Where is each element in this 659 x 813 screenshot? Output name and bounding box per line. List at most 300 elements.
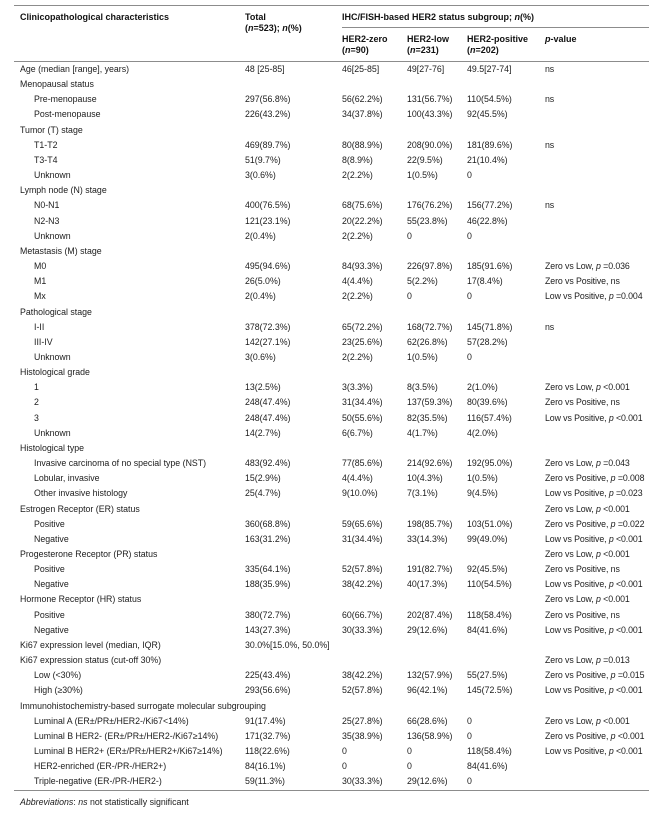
p-value: ns bbox=[545, 64, 555, 74]
her2-zero-value: 35(38.9%) bbox=[342, 730, 383, 741]
her2-positive-value: 0 bbox=[467, 776, 472, 787]
table-row bbox=[20, 395, 649, 410]
total-value: 25(4.7%) bbox=[245, 488, 281, 499]
her2-low-value: 33(14.3%) bbox=[407, 533, 448, 544]
table-row bbox=[20, 198, 649, 213]
her2-zero-value: 56(62.2%) bbox=[342, 94, 383, 105]
total-value: 335(64.1%) bbox=[245, 564, 291, 575]
table-row bbox=[20, 562, 649, 577]
her2-low-value bbox=[407, 441, 467, 456]
total-value: 91(17.4%) bbox=[245, 715, 286, 726]
her2-zero-value bbox=[342, 638, 407, 653]
row-label: Negative bbox=[34, 624, 69, 635]
her2-zero-value: 30(33.3%) bbox=[342, 624, 383, 635]
her2-zero-value: 9(10.0%) bbox=[342, 488, 378, 499]
table-row bbox=[20, 168, 649, 183]
table-row bbox=[20, 608, 649, 623]
p-value: ns bbox=[545, 321, 555, 332]
row-label: Luminal A (ER±/PR±/HER2-/Ki67<14%) bbox=[34, 715, 189, 726]
total-value: 26(5.0%) bbox=[245, 276, 281, 287]
p-value: Zero vs Positive, ns bbox=[545, 276, 620, 287]
p-value: Zero vs Low, p =0.043 bbox=[545, 458, 630, 469]
p-value: Zero vs Low, p =0.036 bbox=[545, 261, 630, 272]
her2-low-value: 7(3.1%) bbox=[407, 488, 438, 499]
her2-zero-value: 50(55.6%) bbox=[342, 412, 383, 423]
her2-low-value: 62(26.8%) bbox=[407, 336, 448, 347]
total-value: 2(0.4%) bbox=[245, 230, 276, 241]
p-value bbox=[545, 214, 649, 229]
p-value bbox=[545, 350, 649, 365]
her2-positive-value bbox=[467, 305, 545, 320]
her2-positive-value: 145(71.8%) bbox=[467, 321, 513, 332]
her2-positive-value: 49.5[27-74] bbox=[467, 64, 512, 74]
her2-low-value: 214(92.6%) bbox=[407, 458, 453, 469]
total-value: 3(0.6%) bbox=[245, 351, 276, 362]
col-header-her2-zero-label: HER2-zero bbox=[342, 34, 388, 44]
total-value: 15(2.9%) bbox=[245, 473, 281, 484]
table-row bbox=[20, 77, 649, 92]
table-row bbox=[20, 456, 649, 471]
her2-low-value: 0 bbox=[407, 230, 412, 241]
her2-low-value: 1(0.5%) bbox=[407, 351, 438, 362]
row-label: Unknown bbox=[34, 230, 71, 241]
her2-low-value bbox=[407, 592, 467, 607]
p-value: Zero vs Low, p =0.013 bbox=[545, 655, 630, 666]
her2-positive-value bbox=[467, 547, 545, 562]
her2-low-value: 29(12.6%) bbox=[407, 624, 448, 635]
p-value: ns bbox=[545, 94, 555, 105]
her2-zero-value bbox=[342, 244, 407, 259]
her2-low-value: 29(12.6%) bbox=[407, 776, 448, 787]
her2-zero-value: 30(33.3%) bbox=[342, 776, 383, 787]
her2-positive-value: 103(51.0%) bbox=[467, 518, 513, 529]
total-value bbox=[245, 77, 342, 92]
total-value: 297(56.8%) bbox=[245, 94, 291, 105]
her2-low-value: 82(35.5%) bbox=[407, 412, 448, 423]
her2-positive-value: 9(4.5%) bbox=[467, 488, 498, 499]
p-value: Zero vs Low, p <0.001 bbox=[545, 503, 630, 514]
total-value: 380(72.7%) bbox=[245, 609, 291, 620]
table-row bbox=[20, 774, 649, 789]
p-value: Low vs Positive, p <0.001 bbox=[545, 624, 643, 635]
her2-positive-value bbox=[467, 592, 545, 607]
row-label: Estrogen Receptor (ER) status bbox=[20, 503, 140, 514]
her2-low-value: 40(17.3%) bbox=[407, 579, 448, 590]
table-row bbox=[20, 305, 649, 320]
footnote-ns: ns bbox=[78, 796, 88, 807]
total-value: 14(2.7%) bbox=[245, 427, 281, 438]
row-label: M0 bbox=[34, 261, 47, 272]
table-row bbox=[20, 350, 649, 365]
row-label: Positive bbox=[34, 609, 65, 620]
table-row bbox=[20, 759, 649, 774]
total-value: 118(22.6%) bbox=[245, 746, 290, 757]
her2-positive-value bbox=[467, 183, 545, 198]
her2-low-value: 22(9.5%) bbox=[407, 154, 443, 165]
p-value bbox=[545, 183, 649, 198]
her2-low-value bbox=[407, 183, 467, 198]
her2-positive-value: 84(41.6%) bbox=[467, 624, 508, 635]
table-row bbox=[20, 380, 649, 395]
her2-positive-value: 55(27.5%) bbox=[467, 670, 508, 681]
row-label: HER2-enriched (ER-/PR-/HER2+) bbox=[34, 761, 167, 772]
row-label: Unknown bbox=[34, 427, 71, 438]
table-row bbox=[20, 486, 649, 501]
table-row bbox=[20, 214, 649, 229]
col-header-her2-positive-label: HER2-positive bbox=[467, 34, 529, 44]
her2-low-value bbox=[407, 699, 467, 714]
her2-zero-value: 31(34.4%) bbox=[342, 533, 383, 544]
table-row bbox=[20, 426, 649, 441]
p-value: Low vs Positive, p <0.001 bbox=[545, 746, 643, 757]
her2-positive-value bbox=[467, 653, 545, 668]
p-value bbox=[545, 365, 649, 380]
table-row bbox=[20, 623, 649, 638]
her2-low-value: 168(72.7%) bbox=[407, 321, 453, 332]
row-label: Pre-menopause bbox=[34, 94, 97, 105]
her2-positive-value bbox=[467, 244, 545, 259]
total-value bbox=[245, 441, 342, 456]
row-label: Unknown bbox=[34, 170, 71, 181]
table-row bbox=[20, 274, 649, 289]
her2-low-value bbox=[407, 123, 467, 138]
her2-positive-value: 116(57.4%) bbox=[467, 412, 512, 423]
table-row bbox=[20, 259, 649, 274]
p-value: Zero vs Positive, p =0.015 bbox=[545, 670, 645, 681]
p-value: Low vs Positive, p <0.001 bbox=[545, 579, 643, 590]
her2-zero-value: 65(72.2%) bbox=[342, 321, 383, 332]
her2-low-value bbox=[407, 77, 467, 92]
her2-zero-value: 34(37.8%) bbox=[342, 109, 383, 120]
total-value: 13(2.5%) bbox=[245, 382, 281, 393]
her2-zero-value bbox=[342, 653, 407, 668]
total-value: 188(35.9%) bbox=[245, 579, 291, 590]
her2-positive-value: 46(22.8%) bbox=[467, 215, 508, 226]
her2-low-value bbox=[407, 638, 467, 653]
p-value bbox=[545, 335, 649, 350]
col-header-her2-low bbox=[407, 28, 467, 56]
total-value bbox=[245, 123, 342, 138]
total-value: 143(27.3%) bbox=[245, 624, 291, 635]
her2-zero-value: 52(57.8%) bbox=[342, 685, 383, 696]
her2-positive-value: 80(39.6%) bbox=[467, 397, 508, 408]
her2-low-value: 191(82.7%) bbox=[407, 564, 453, 575]
total-value: 142(27.1%) bbox=[245, 336, 291, 347]
row-label: 2 bbox=[34, 397, 39, 408]
her2-zero-value bbox=[342, 305, 407, 320]
row-label: M1 bbox=[34, 276, 47, 287]
her2-zero-value: 23(25.6%) bbox=[342, 336, 383, 347]
her2-positive-value: 92(45.5%) bbox=[467, 109, 508, 120]
p-value bbox=[545, 244, 649, 259]
table-row bbox=[20, 411, 649, 426]
p-value bbox=[545, 107, 649, 122]
her2-low-value: 132(57.9%) bbox=[407, 670, 453, 681]
her2-positive-value: 0 bbox=[467, 291, 472, 302]
her2-positive-value: 0 bbox=[467, 715, 472, 726]
total-value bbox=[245, 305, 342, 320]
her2-zero-value: 31(34.4%) bbox=[342, 397, 383, 408]
total-value: 400(76.5%) bbox=[245, 200, 291, 211]
her2-low-value: 8(3.5%) bbox=[407, 382, 438, 393]
p-value bbox=[545, 168, 649, 183]
col-header-total-n: (n=523); n(%) bbox=[245, 23, 302, 33]
row-label: Progesterone Receptor (PR) status bbox=[20, 549, 158, 559]
total-value: 378(72.3%) bbox=[245, 321, 291, 332]
row-label: I-II bbox=[34, 321, 45, 332]
table-row bbox=[20, 62, 649, 77]
row-label: Ki67 expression level (median, IQR) bbox=[20, 639, 161, 650]
p-value: Low vs Positive, p =0.004 bbox=[545, 291, 643, 302]
her2-low-value bbox=[407, 365, 467, 380]
table-row bbox=[20, 638, 649, 653]
footnote-separator: : bbox=[73, 796, 79, 807]
total-value: 51(9.7%) bbox=[245, 154, 281, 165]
her2-zero-value: 38(42.2%) bbox=[342, 579, 383, 590]
p-value bbox=[545, 153, 649, 168]
total-value: 84(16.1%) bbox=[245, 761, 286, 772]
row-label: Mx bbox=[34, 291, 46, 302]
row-label: Pathological stage bbox=[20, 306, 92, 317]
her2-positive-value: 145(72.5%) bbox=[467, 685, 513, 696]
her2-low-value: 100(43.3%) bbox=[407, 109, 453, 120]
row-label: Lobular, invasive bbox=[34, 473, 100, 484]
her2-positive-value: 118(58.4%) bbox=[467, 746, 512, 757]
clinicopathological-table bbox=[14, 5, 649, 791]
p-value bbox=[545, 638, 649, 653]
row-label: Unknown bbox=[34, 351, 71, 362]
table-row bbox=[20, 699, 649, 714]
row-label: Other invasive histology bbox=[34, 488, 128, 499]
total-value: 163(31.2%) bbox=[245, 533, 291, 544]
her2-low-value: 131(56.7%) bbox=[407, 94, 453, 105]
her2-positive-value: 1(0.5%) bbox=[467, 473, 498, 484]
table-row bbox=[20, 335, 649, 350]
her2-low-value: 49[27-76] bbox=[407, 64, 445, 74]
table-footnote bbox=[20, 797, 659, 808]
her2-positive-value bbox=[467, 123, 545, 138]
p-value: Zero vs Positive, ns bbox=[545, 564, 620, 575]
table-row bbox=[20, 92, 649, 107]
table-row bbox=[20, 729, 649, 744]
her2-positive-value: 0 bbox=[467, 230, 472, 241]
p-value: Zero vs Low, p <0.001 bbox=[545, 549, 630, 559]
total-value bbox=[245, 653, 342, 668]
her2-positive-value: 110(54.5%) bbox=[467, 94, 512, 105]
table-row bbox=[20, 517, 649, 532]
row-label: Hormone Receptor (HR) status bbox=[20, 594, 142, 605]
her2-low-value bbox=[407, 244, 467, 259]
p-value: Low vs Positive, p <0.001 bbox=[545, 533, 643, 544]
her2-positive-value: 192(95.0%) bbox=[467, 458, 513, 469]
her2-low-value: 55(23.8%) bbox=[407, 215, 448, 226]
p-value: Zero vs Positive, ns bbox=[545, 397, 620, 408]
her2-positive-value: 118(58.4%) bbox=[467, 609, 512, 620]
row-label: Tumor (T) stage bbox=[20, 124, 83, 135]
her2-zero-value: 84(93.3%) bbox=[342, 261, 383, 272]
her2-zero-value: 4(4.4%) bbox=[342, 276, 373, 287]
her2-zero-value bbox=[342, 183, 407, 198]
abbreviations-label: Abbreviations bbox=[20, 796, 74, 807]
total-value: 225(43.4%) bbox=[245, 670, 291, 681]
table-row bbox=[20, 123, 649, 138]
her2-positive-value: 84(41.6%) bbox=[467, 761, 508, 772]
p-value: Zero vs Positive, p <0.001 bbox=[545, 730, 645, 741]
row-label: Negative bbox=[34, 533, 69, 544]
her2-low-value: 66(28.6%) bbox=[407, 715, 448, 726]
row-label: 3 bbox=[34, 412, 39, 423]
row-label: Histological type bbox=[20, 442, 85, 453]
her2-positive-value: 17(8.4%) bbox=[467, 276, 503, 287]
her2-zero-value: 2(2.2%) bbox=[342, 291, 373, 302]
table-row bbox=[20, 502, 649, 517]
p-value: Zero vs Low, p <0.001 bbox=[545, 382, 630, 393]
row-label: Triple-negative (ER-/PR-/HER2-) bbox=[34, 776, 162, 787]
her2-low-value: 202(87.4%) bbox=[407, 609, 453, 620]
her2-low-value: 0 bbox=[407, 291, 412, 302]
table-row bbox=[20, 107, 649, 122]
her2-positive-value: 4(2.0%) bbox=[467, 427, 498, 438]
total-value bbox=[245, 592, 342, 607]
her2-zero-value: 52(57.8%) bbox=[342, 564, 383, 575]
total-value: 171(32.7%) bbox=[245, 730, 291, 741]
p-value: Zero vs Positive, ns bbox=[545, 609, 620, 620]
her2-low-value: 208(90.0%) bbox=[407, 139, 453, 150]
table-row bbox=[20, 365, 649, 380]
table-row bbox=[20, 244, 649, 259]
table-row bbox=[20, 592, 649, 607]
her2-positive-value: 2(1.0%) bbox=[467, 382, 498, 393]
her2-zero-value: 60(66.7%) bbox=[342, 609, 383, 620]
her2-low-value: 198(85.7%) bbox=[407, 518, 453, 529]
her2-low-value: 10(4.3%) bbox=[407, 473, 443, 484]
total-value: 3(0.6%) bbox=[245, 170, 276, 181]
her2-low-value: 226(97.8%) bbox=[407, 261, 453, 272]
total-value: 226(43.2%) bbox=[245, 109, 291, 120]
her2-positive-value: 92(45.5%) bbox=[467, 564, 508, 575]
p-value: Low vs Positive, p <0.001 bbox=[545, 685, 643, 696]
p-value: ns bbox=[545, 200, 555, 211]
row-label: Histological grade bbox=[20, 367, 90, 378]
her2-low-value bbox=[407, 305, 467, 320]
p-value: Zero vs Positive, p =0.008 bbox=[545, 473, 645, 484]
table-row bbox=[20, 229, 649, 244]
row-label: T3-T4 bbox=[34, 154, 58, 165]
her2-zero-value bbox=[342, 502, 407, 517]
her2-zero-value: 25(27.8%) bbox=[342, 715, 383, 726]
her2-zero-value bbox=[342, 699, 407, 714]
col-header-her2-zero-n: (n=90) bbox=[342, 45, 369, 55]
her2-zero-value bbox=[342, 441, 407, 456]
table-row bbox=[20, 532, 649, 547]
table-row bbox=[20, 683, 649, 698]
her2-zero-value: 46[25-85] bbox=[342, 64, 380, 74]
p-value: ns bbox=[545, 139, 555, 150]
her2-zero-value bbox=[342, 77, 407, 92]
total-value bbox=[245, 699, 342, 714]
her2-zero-value: 2(2.2%) bbox=[342, 351, 373, 362]
table-row bbox=[20, 744, 649, 759]
col-header-total-label: Total bbox=[245, 12, 266, 22]
her2-zero-value bbox=[342, 547, 407, 562]
row-label: Metastasis (M) stage bbox=[20, 245, 102, 256]
her2-low-value: 136(58.9%) bbox=[407, 730, 453, 741]
her2-low-value: 176(76.2%) bbox=[407, 200, 453, 211]
her2-positive-value: 0 bbox=[467, 730, 472, 741]
col-header-her2-positive bbox=[467, 28, 545, 56]
p-value bbox=[545, 441, 649, 456]
col-header-total bbox=[245, 10, 342, 56]
total-value: 248(47.4%) bbox=[245, 397, 291, 408]
table-row bbox=[20, 441, 649, 456]
her2-zero-value: 2(2.2%) bbox=[342, 170, 373, 181]
p-value bbox=[545, 426, 649, 441]
her2-positive-value bbox=[467, 699, 545, 714]
table-body bbox=[14, 62, 649, 790]
p-value bbox=[545, 229, 649, 244]
p-value: Zero vs Low, p <0.001 bbox=[545, 715, 630, 726]
row-label: Menopausal status bbox=[20, 79, 94, 90]
total-value: 59(11.3%) bbox=[245, 776, 285, 787]
p-value bbox=[545, 305, 649, 320]
col-header-her2-positive-n: (n=202) bbox=[467, 45, 499, 55]
table-row bbox=[20, 714, 649, 729]
her2-low-value: 5(2.2%) bbox=[407, 276, 438, 287]
p-value bbox=[545, 123, 649, 138]
p-value bbox=[545, 759, 649, 774]
col-header-p-value bbox=[545, 28, 649, 56]
col-header-her2-zero bbox=[342, 28, 407, 56]
row-label: Low (<30%) bbox=[34, 670, 82, 681]
row-label: Positive bbox=[34, 518, 65, 529]
her2-positive-value: 156(77.2%) bbox=[467, 200, 513, 211]
total-value: 2(0.4%) bbox=[245, 291, 276, 302]
her2-zero-value: 59(65.6%) bbox=[342, 518, 383, 529]
p-value: Low vs Positive, p <0.001 bbox=[545, 412, 643, 423]
her2-low-value: 0 bbox=[407, 761, 412, 772]
her2-zero-value bbox=[342, 365, 407, 380]
her2-positive-value: 99(49.0%) bbox=[467, 533, 508, 544]
her2-low-value: 4(1.7%) bbox=[407, 427, 438, 438]
table-row bbox=[20, 547, 649, 562]
her2-positive-value: 0 bbox=[467, 351, 472, 362]
her2-zero-value: 0 bbox=[342, 746, 347, 757]
table-row bbox=[20, 471, 649, 486]
her2-zero-value: 4(4.4%) bbox=[342, 473, 373, 484]
her2-low-value bbox=[407, 547, 467, 562]
row-label: Lymph node (N) stage bbox=[20, 185, 107, 196]
her2-zero-value: 0 bbox=[342, 761, 347, 772]
p-value bbox=[545, 774, 649, 789]
p-value: Low vs Positive, p =0.023 bbox=[545, 488, 643, 499]
her2-positive-value: 110(54.5%) bbox=[467, 579, 512, 590]
her2-zero-value: 80(88.9%) bbox=[342, 139, 383, 150]
her2-low-value: 1(0.5%) bbox=[407, 170, 438, 181]
col-header-her2-group: IHC/FISH-based HER2 status subgroup; n(%) bbox=[342, 10, 649, 28]
her2-low-value: 0 bbox=[407, 746, 412, 757]
table-row bbox=[20, 183, 649, 198]
total-value: 248(47.4%) bbox=[245, 412, 291, 423]
table-row bbox=[20, 320, 649, 335]
total-value bbox=[245, 183, 342, 198]
her2-zero-value: 2(2.2%) bbox=[342, 230, 373, 241]
row-label: Luminal B HER2- (ER±/PR±/HER2-/Ki67≥14%) bbox=[34, 730, 219, 741]
table-row bbox=[20, 153, 649, 168]
row-label: III-IV bbox=[34, 336, 53, 347]
row-label: N0-N1 bbox=[34, 200, 60, 211]
total-value: 360(68.8%) bbox=[245, 518, 291, 529]
her2-zero-value bbox=[342, 123, 407, 138]
